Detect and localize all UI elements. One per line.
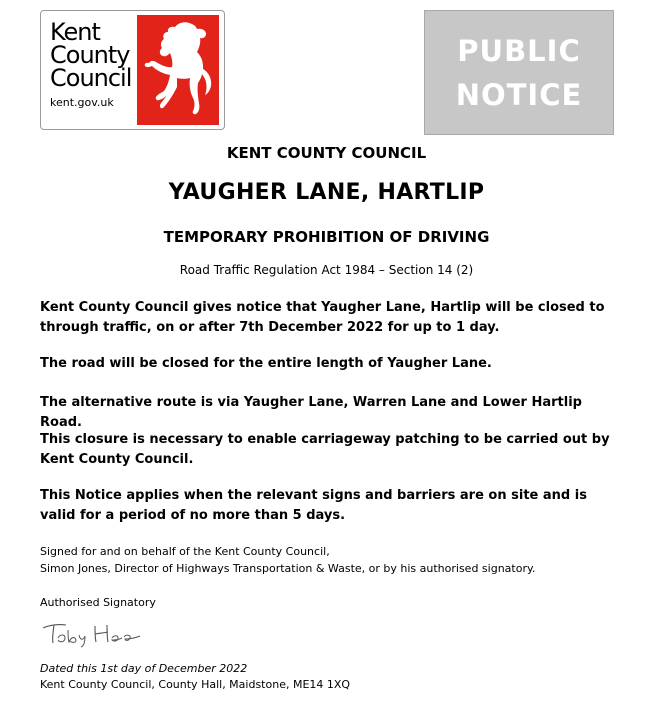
paragraph-validity: This Notice applies when the relevant signs and barriers are on site and is valid for a period of no more than 5 days. xyxy=(40,488,587,523)
logo-line-council: Council xyxy=(50,64,132,92)
logo-line-kent: Kent xyxy=(50,18,100,46)
paragraph-closure-extent: The road will be closed for the entire length of Yaugher Lane. xyxy=(40,356,492,371)
council-address: Kent County Council, County Hall, Maidstone, ME14 1XQ xyxy=(40,678,351,691)
handwritten-signature xyxy=(40,620,150,652)
paragraph-closure-reason: This closure is necessary to enable carriageway patching to be carried out by Kent County Council. xyxy=(40,432,610,467)
dated-line: Dated this 1st day of December 2022 xyxy=(40,662,248,675)
logo-line-county: County xyxy=(50,41,130,69)
logo-website: kent.gov.uk xyxy=(50,96,114,109)
legislation-reference: Road Traffic Regulation Act 1984 – Section 14 (2) xyxy=(179,263,474,277)
logo-wordmark xyxy=(50,18,138,109)
public-notice-badge xyxy=(424,10,614,135)
paragraph-closure-details: Kent County Council gives notice that Yaugher Lane, Hartlip will be closed to through traffic, on or after 7th December 2022 for up to 1 day. xyxy=(40,300,605,335)
badge-line-public: PUBLIC xyxy=(457,33,581,68)
signed-line-1: Signed for and on behalf of the Kent County Council, xyxy=(40,545,330,558)
notice-title: YAUGHER LANE, HARTLIP xyxy=(168,180,485,205)
signed-on-behalf xyxy=(40,543,535,577)
kent-county-council-logo xyxy=(40,10,225,130)
authorised-signatory-label: Authorised Signatory xyxy=(40,596,156,609)
signed-line-2: Simon Jones, Director of Highways Transportation & Waste, or by his authorised signatory. xyxy=(40,562,536,575)
white-horse-icon xyxy=(137,15,219,125)
paragraph-alternative-route: The alternative route is via Yaugher Lane, Warren Lane and Lower Hartlip Road. xyxy=(40,395,582,430)
badge-line-notice: NOTICE xyxy=(455,77,583,112)
notice-subtitle: TEMPORARY PROHIBITION OF DRIVING xyxy=(163,228,490,246)
council-heading: KENT COUNTY COUNCIL xyxy=(226,144,427,162)
